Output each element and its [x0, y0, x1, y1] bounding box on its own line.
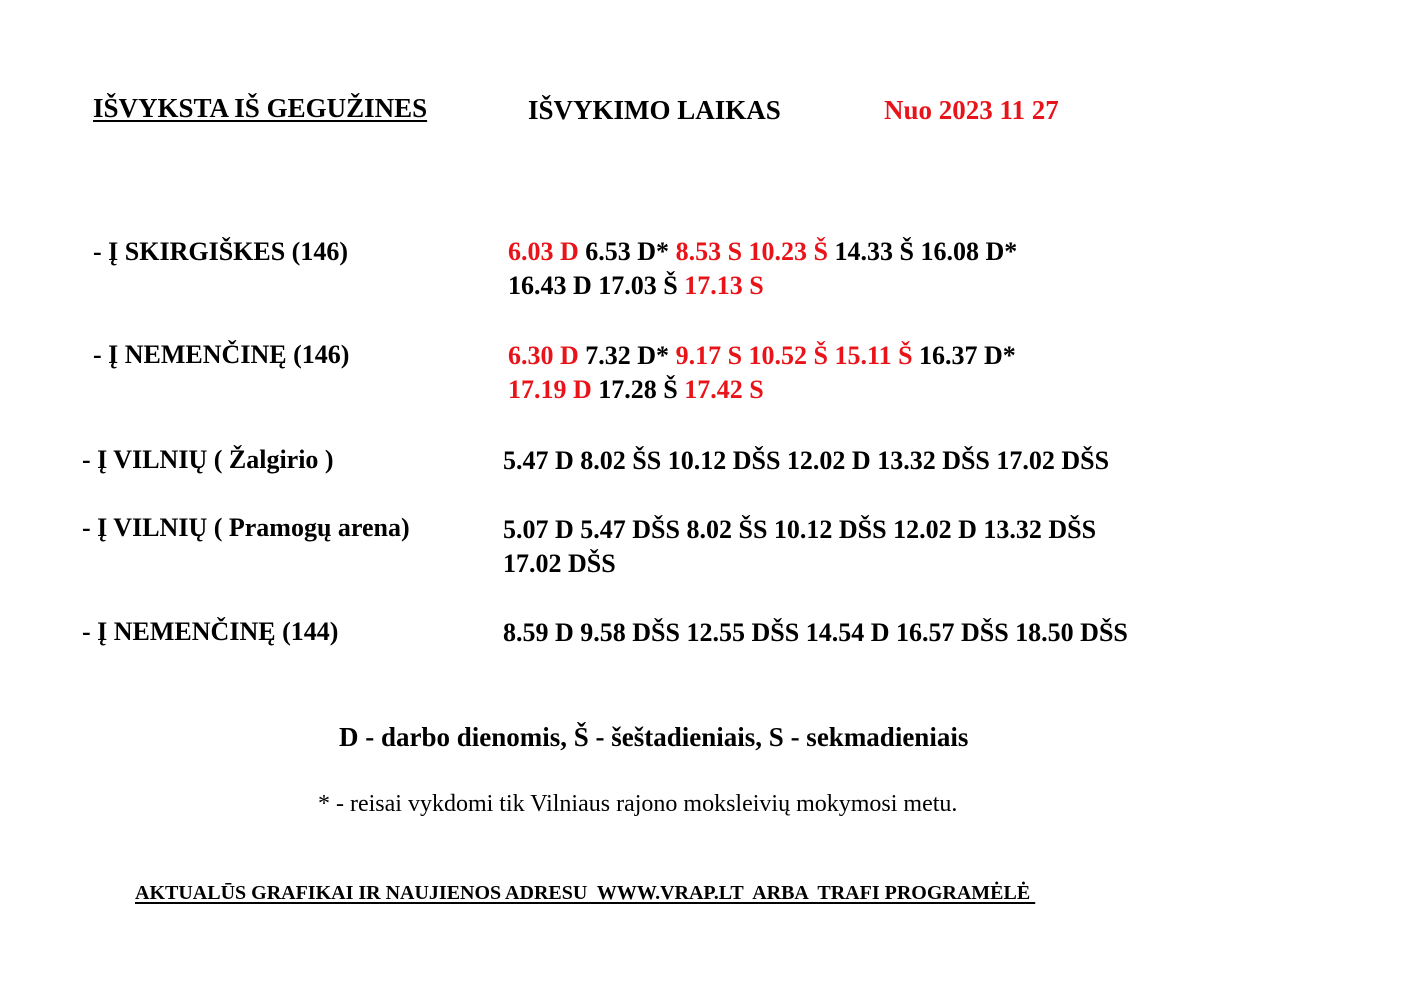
- route-2-times: [503, 444, 1109, 478]
- departure-from-heading: IŠVYKSTA IŠ GEGUŽINES: [93, 93, 428, 123]
- departure-time: 7.32 D*: [585, 341, 670, 370]
- footer-link-text: AKTUALŪS GRAFIKAI IR NAUJIENOS ADRESU WWW.VRAP.LT ARBA TRAFI PROGRAMĖLĖ: [135, 882, 1036, 904]
- route-4-destination: - Į NEMENČINĘ (144): [82, 617, 339, 646]
- departure-time: 10.12 DŠS: [667, 446, 781, 475]
- departure-time: 10.52 Š: [748, 341, 828, 370]
- departure-time: 17.02 DŠS: [503, 549, 616, 578]
- departure-time: 6.53 D*: [585, 237, 670, 266]
- departure-time: 6.03 D: [508, 237, 579, 266]
- time-line: [508, 373, 1016, 407]
- footnote: * - reisai vykdomi tik Vilniaus rajono moksleivių mokymosi metu.: [318, 791, 958, 817]
- departure-time: 5.47 D: [503, 446, 574, 475]
- legend: D - darbo dienomis, Š - šeštadieniais, S - sekmadieniais: [339, 722, 969, 752]
- route-1-times: [508, 339, 1016, 407]
- departure-time-heading: IŠVYKIMO LAIKAS: [528, 95, 781, 125]
- departure-time: 8.02 ŠS: [580, 446, 662, 475]
- departure-time: 12.55 DŠS: [686, 618, 800, 647]
- departure-time: 17.02 DŠS: [996, 446, 1110, 475]
- departure-time: 9.58 DŠS: [580, 618, 680, 647]
- departure-time: 18.50 DŠS: [1015, 618, 1128, 647]
- time-line: [508, 269, 1017, 303]
- departure-time: 10.23 Š: [748, 237, 828, 266]
- departure-time: 6.30 D: [508, 341, 579, 370]
- route-0-times: [508, 235, 1017, 303]
- departure-time: 12.02 D: [893, 515, 977, 544]
- departure-time: 8.59 D: [503, 618, 574, 647]
- time-line: [508, 235, 1017, 269]
- departure-time: 17.42 S: [684, 375, 764, 404]
- departure-time: 5.47 DŠS: [580, 515, 680, 544]
- departure-time: 13.32 DŠS: [877, 446, 990, 475]
- departure-time: 14.33 Š: [834, 237, 914, 266]
- time-line: [503, 513, 1096, 547]
- departure-time: 13.32 DŠS: [983, 515, 1097, 544]
- time-line: [503, 547, 1096, 581]
- departure-time: 10.12 DŠS: [773, 515, 887, 544]
- time-line: [508, 339, 1016, 373]
- departure-time: 12.02 D: [786, 446, 871, 475]
- departure-time: 8.02 ŠS: [686, 515, 768, 544]
- departure-time: 16.43 D: [508, 271, 592, 300]
- route-4-times: [503, 616, 1128, 650]
- departure-time: 17.28 Š: [598, 375, 678, 404]
- route-3-destination: - Į VILNIŲ ( Pramogų arena): [82, 513, 410, 542]
- departure-time: 16.37 D*: [919, 341, 1016, 370]
- route-1-destination: - Į NEMENČINĘ (146): [93, 340, 350, 369]
- route-0-destination: - Į SKIRGIŠKES (146): [93, 237, 348, 266]
- departure-time: 16.08 D*: [920, 237, 1018, 266]
- route-3-times: [503, 513, 1096, 581]
- time-line: [503, 444, 1109, 478]
- departure-time: 15.11 Š: [834, 341, 913, 370]
- departure-time: 9.17 S: [675, 341, 743, 370]
- departure-time: 14.54 D: [805, 618, 890, 647]
- departure-time: 8.53 S: [675, 237, 743, 266]
- departure-time: 5.07 D: [503, 515, 574, 544]
- valid-from-date: Nuo 2023 11 27: [884, 95, 1059, 125]
- route-2-destination: - Į VILNIŲ ( Žalgirio ): [82, 445, 334, 474]
- departure-time: 17.03 Š: [598, 271, 678, 300]
- departure-time: 17.19 D: [508, 375, 592, 404]
- time-line: [503, 616, 1128, 650]
- departure-time: 17.13 S: [684, 271, 764, 300]
- departure-time: 16.57 DŠS: [895, 618, 1009, 647]
